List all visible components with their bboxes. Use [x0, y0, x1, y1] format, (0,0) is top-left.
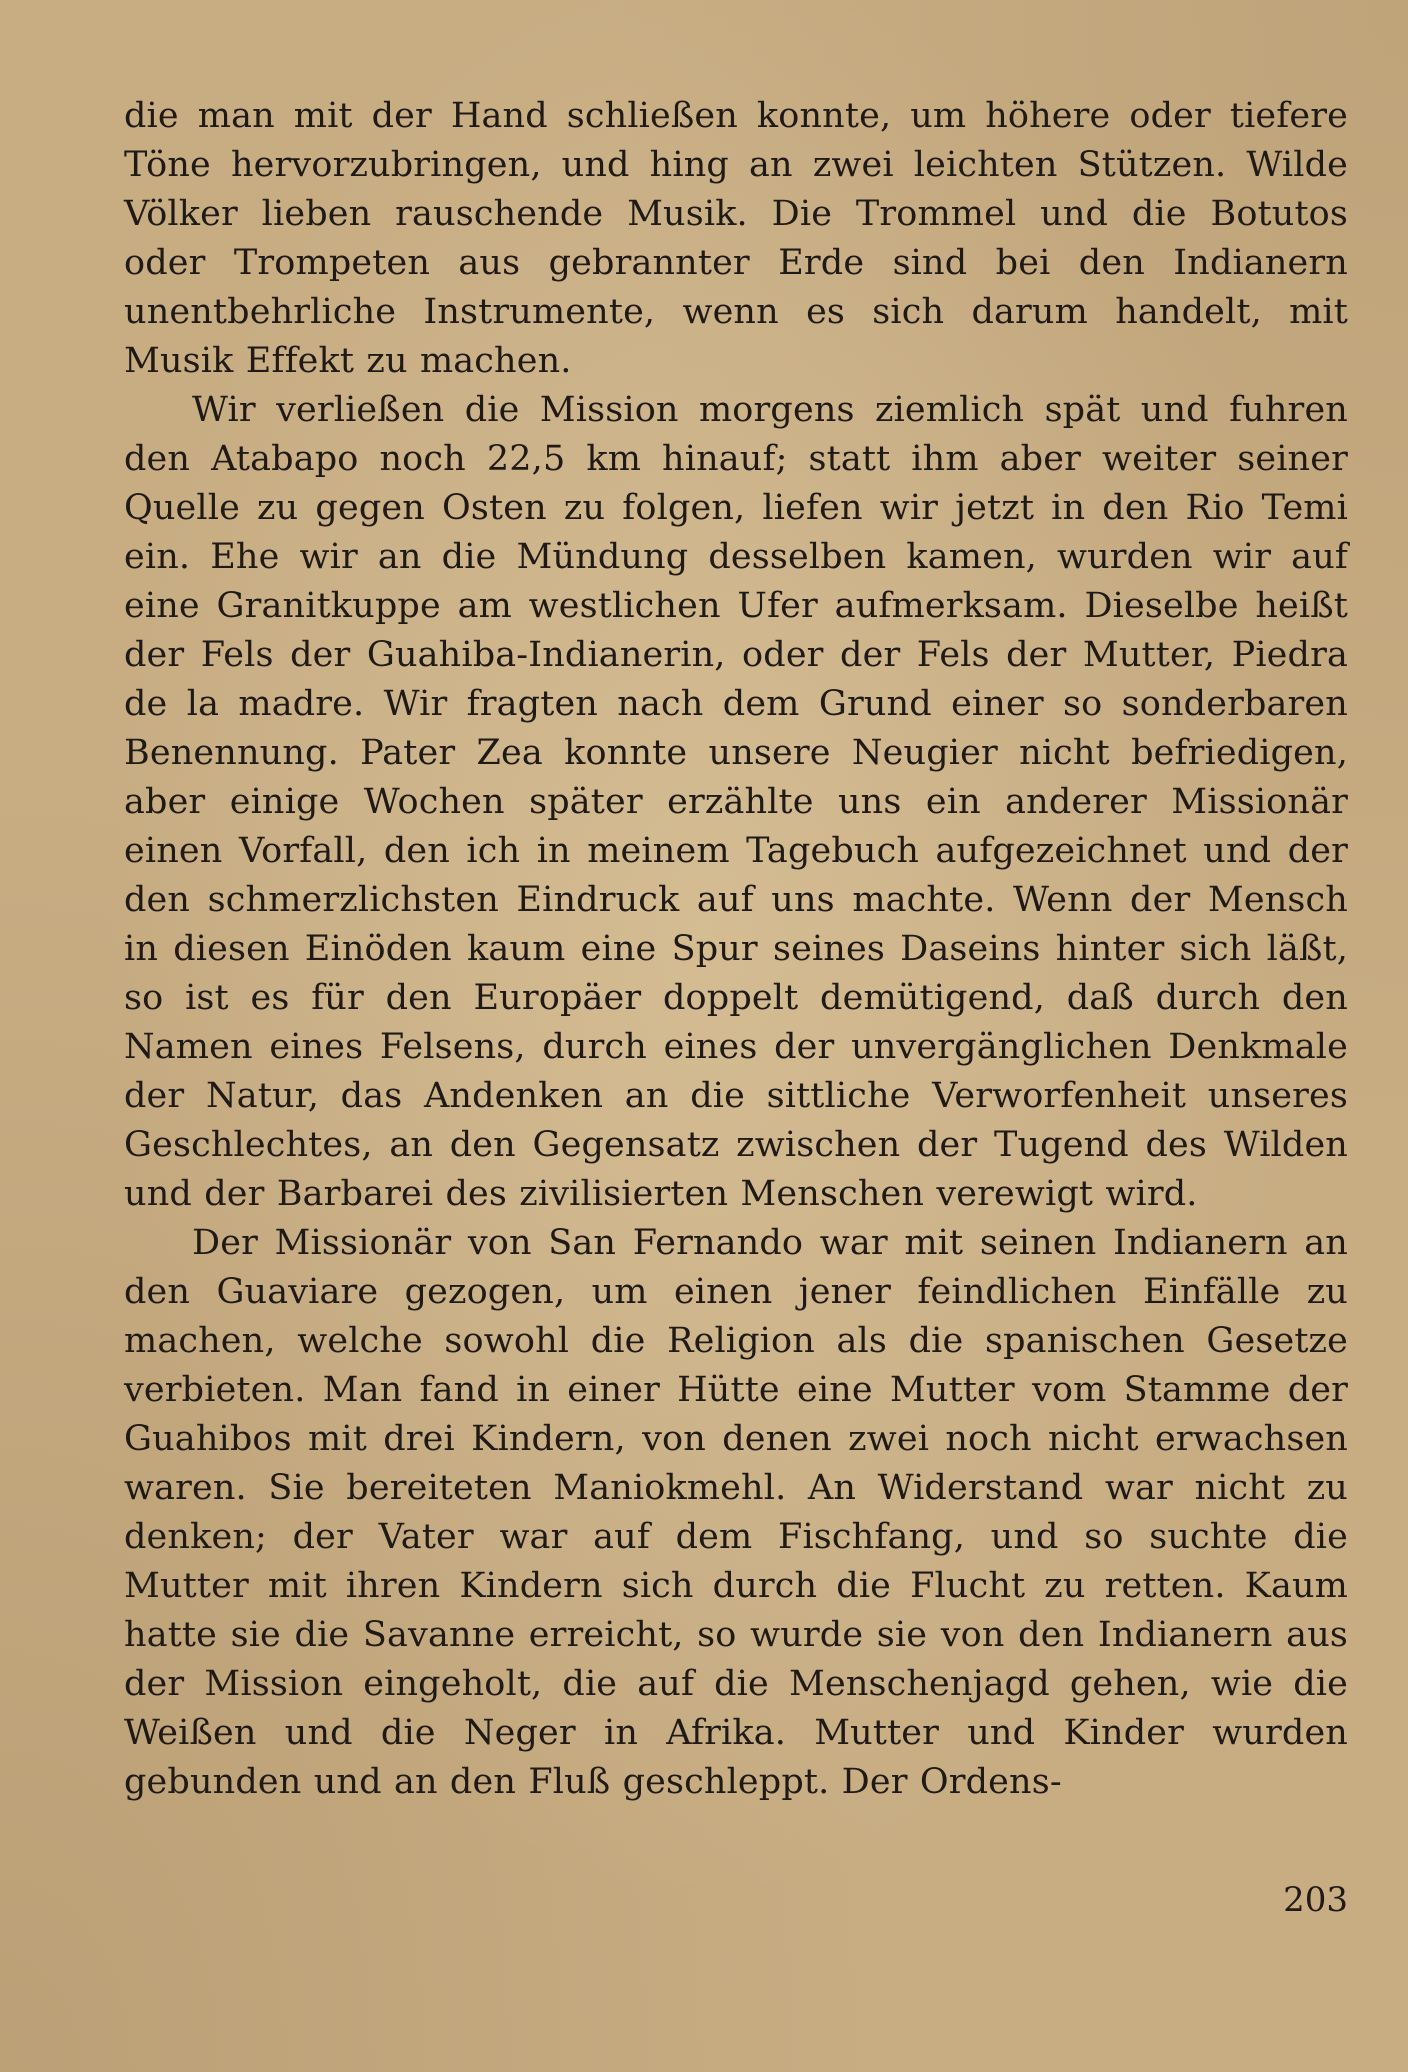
paragraph-3: Der Missionär von San Fernando war mit seinen Indianern an den Guaviare gezogen, um einen jener feindlichen Einfälle zu machen, welche sowohl die Religion als die spanischen Gesetze verbieten. Man fand in einer Hütte eine Mutter vom Stamme der Guahibos mit drei Kindern, von denen zwei noch nicht erwachsen waren. Sie bereiteten Maniokmehl. An Widerstand war nicht zu denken; der Vater war auf dem Fischfang, und so suchte die Mutter mit ihren Kindern sich durch die Flucht zu retten. Kaum hatte sie die Savanne erreicht, so wurde sie von den Indianern aus der Mission eingeholt, die auf die Menschenjagd gehen, wie die Weißen und die Neger in Afrika. Mutter und Kinder wurden gebunden und an den Fluß geschleppt. Der Ordens- — [124, 1223, 1348, 1802]
page-number: 203 — [1283, 1880, 1348, 1920]
book-page — [124, 92, 1348, 2032]
paragraph-1: die man mit der Hand schließen konnte, um höhere oder tiefere Töne hervorzubringen, und hing an zwei leichten Stützen. Wilde Völker lieben rauschende Musik. Die Trommel und die Botutos oder Trompeten aus gebrannter Erde sind bei den Indianern unentbehrliche Instrumente, wenn es sich darum handelt, mit Musik Effekt zu machen. — [124, 96, 1348, 381]
body-text — [124, 92, 1348, 1807]
paragraph-2: Wir verließen die Mission morgens ziemlich spät und fuhren den Atabapo noch 22,5 km hinauf; statt ihm aber weiter seiner Quelle zu gegen Osten zu folgen, liefen wir jetzt in den Rio Temi ein. Ehe wir an die Mündung desselben kamen, wurden wir auf eine Granitkuppe am westlichen Ufer aufmerksam. Dieselbe heißt der Fels der Guahiba-Indianerin, oder der Fels der Mutter, Piedra de la madre. Wir fragten nach dem Grund einer so sonderbaren Benennung. Pater Zea konnte unsere Neugier nicht befriedigen, aber einige Wochen später erzählte uns ein anderer Missionär einen Vorfall, den ich in meinem Tagebuch aufgezeichnet und der den schmerzlichsten Eindruck auf uns machte. Wenn der Mensch in diesen Einöden kaum eine Spur seines Daseins hinter sich läßt, so ist es für den Europäer doppelt demütigend, daß durch den Namen eines Felsens, durch eines der unvergänglichen Denkmale der Natur, das Andenken an die sittliche Verworfenheit unseres Geschlechtes, an den Gegensatz zwischen der Tugend des Wilden und der Barbarei des zivilisierten Menschen verewigt wird. — [124, 390, 1348, 1214]
